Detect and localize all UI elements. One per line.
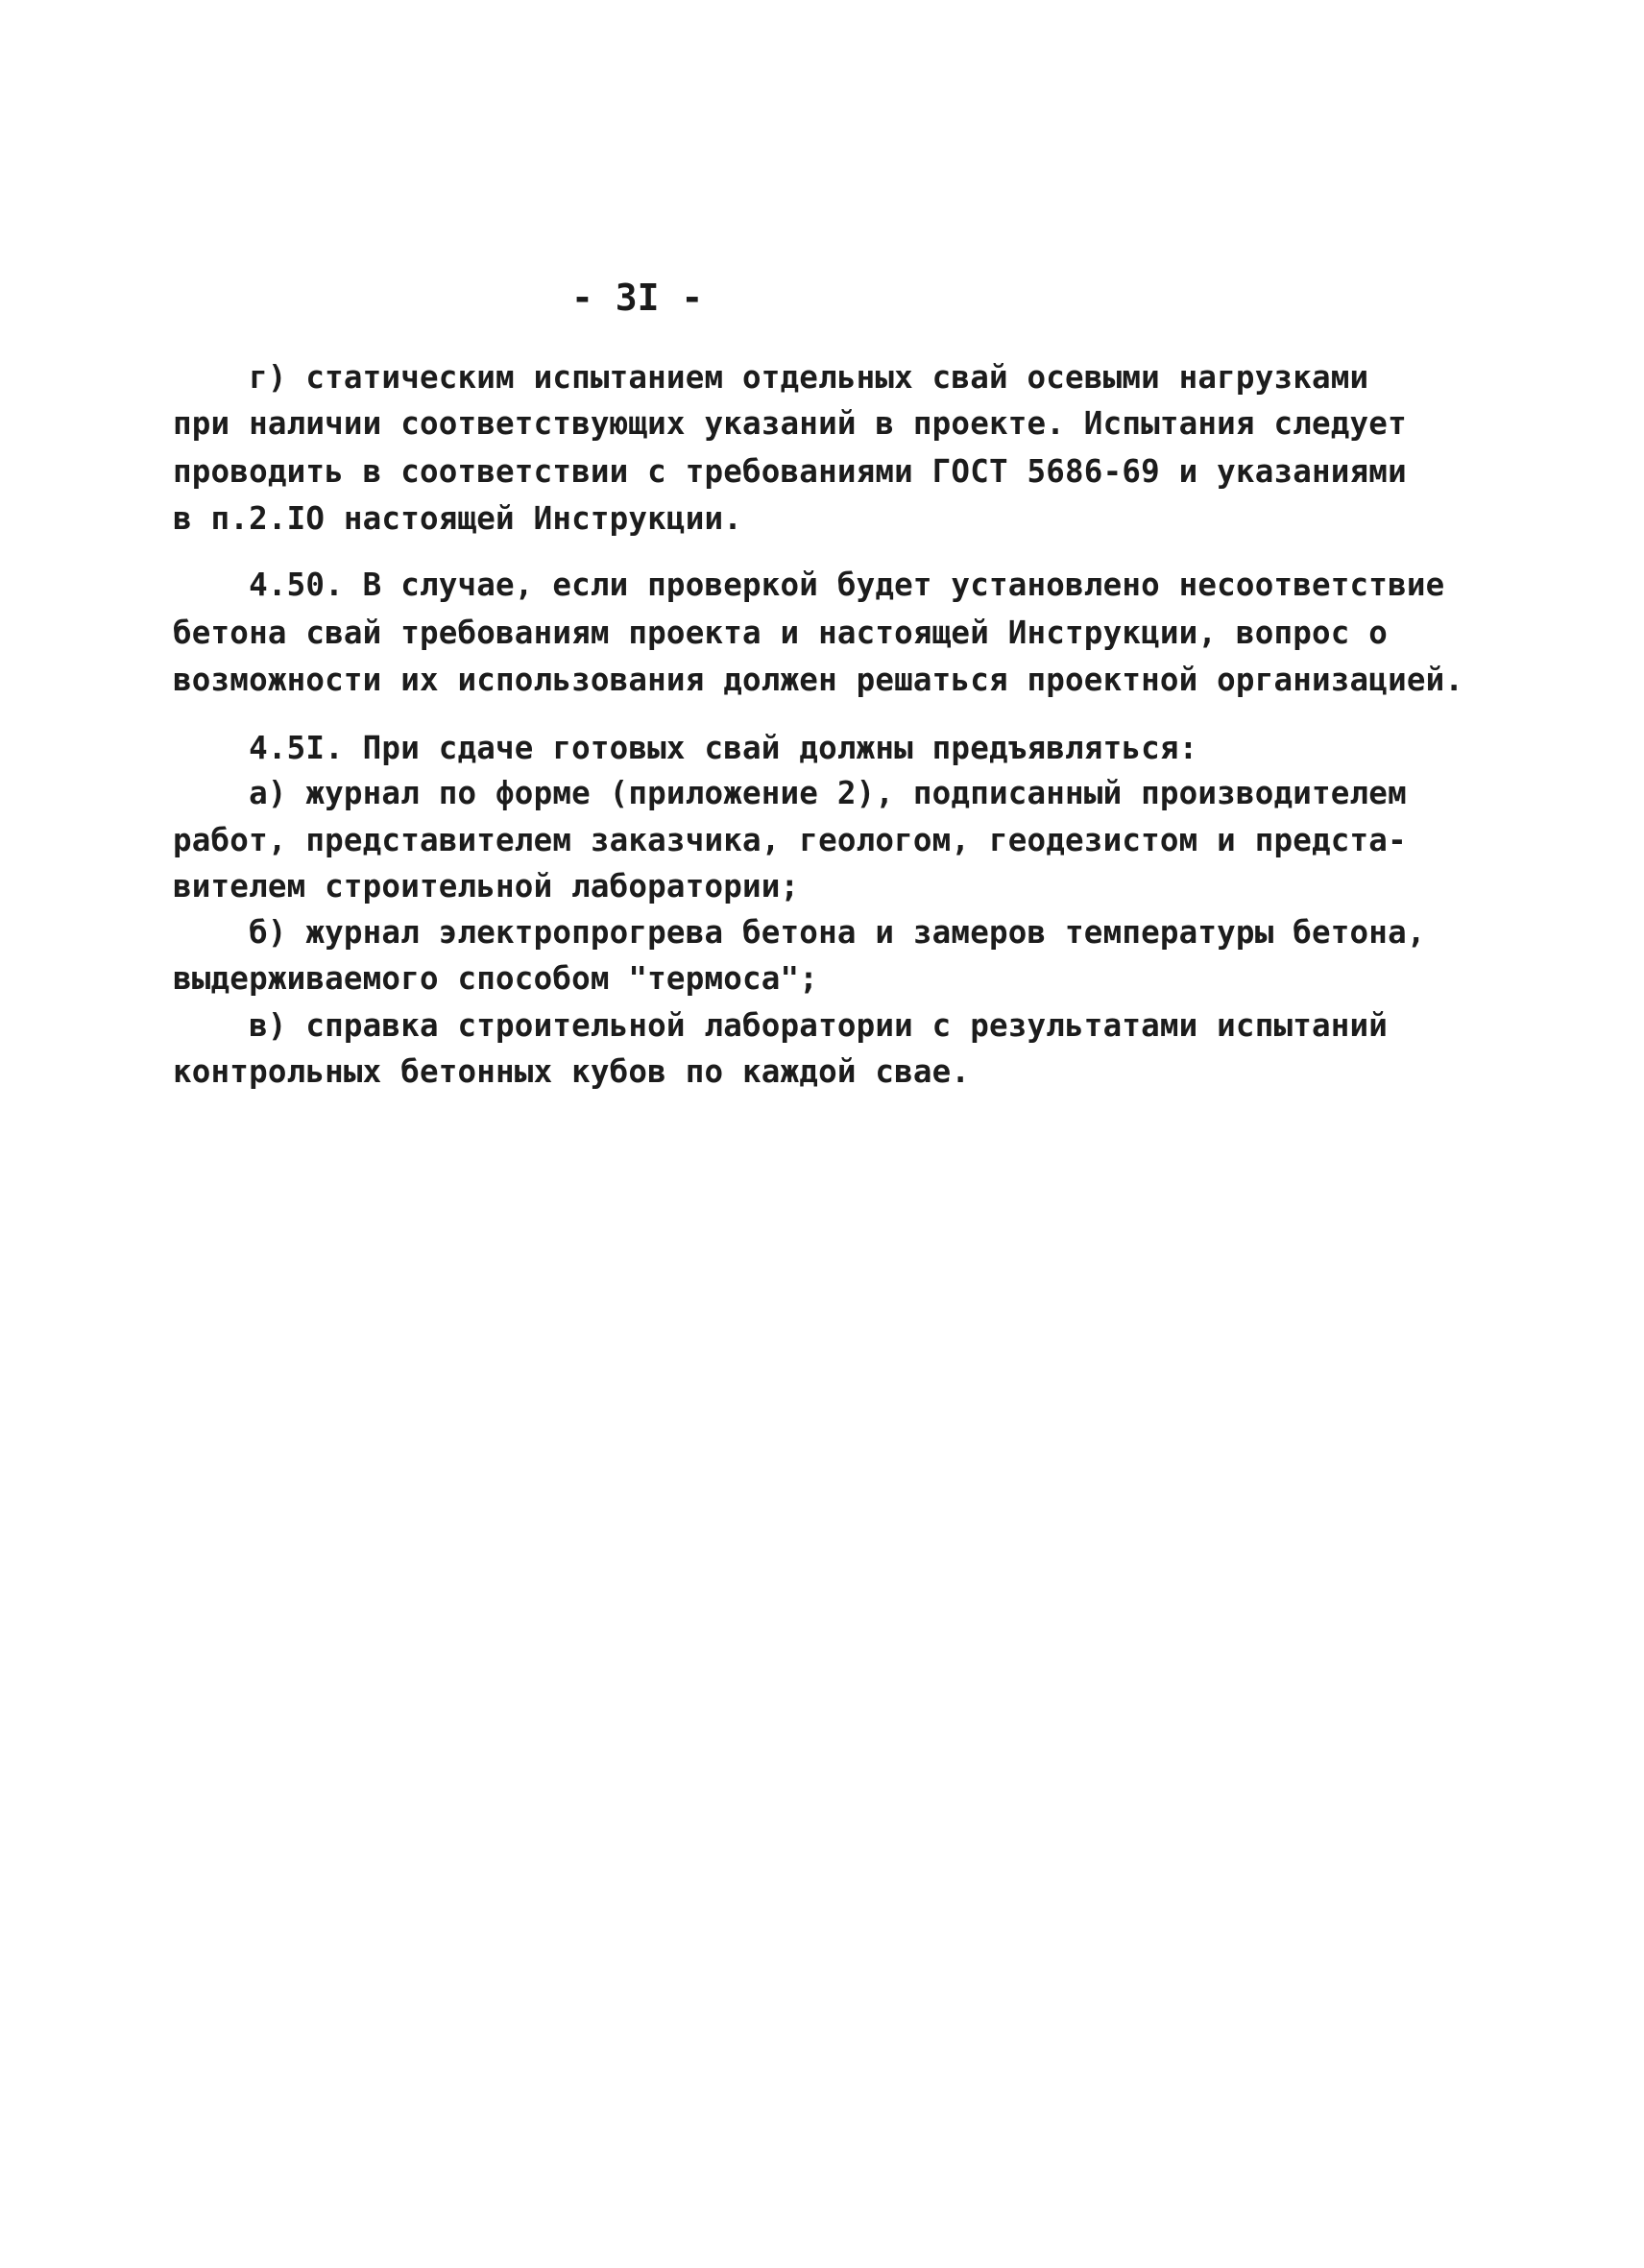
paragraph-line: работ, представителем заказчика, геологом, геодезистом и предста- [173,822,1407,858]
paragraph-line: возможности их использования должен решаться проектной организацией. [173,662,1464,698]
paragraph-line: выдерживаемого способом "термоса"; [173,960,819,997]
page-number: - 3I - [571,277,704,319]
paragraph-line: при наличии соответствующих указаний в проекте. Испытания следует [173,405,1407,442]
paragraph-line: вителем строительной лаборатории; [173,868,800,905]
paragraph-line: проводить в соответствии с требованиями ГОСТ 5686-69 и указаниями [173,453,1407,490]
paragraph-line: а) журнал по форме (приложение 2), подписанный производителем [173,775,1407,811]
paragraph-line: 4.5I. При сдаче готовых свай должны предъявляться: [173,730,1198,766]
paragraph-line: г) статическим испытанием отдельных свай осевыми нагрузками [173,359,1369,396]
paragraph-line: 4.50. В случае, если проверкой будет установлено несоответствие [173,567,1445,603]
paragraph-line: бетона свай требованиям проекта и настоящей Инструкции, вопрос о [173,615,1389,651]
paragraph-line: б) журнал электропрогрева бетона и замеров температуры бетона, [173,914,1426,951]
paragraph-line: в) справка строительной лаборатории с результатами испытаний [173,1007,1389,1044]
paragraph-line: контрольных бетонных кубов по каждой свае. [173,1053,971,1090]
paragraph-line: в п.2.IO настоящей Инструкции. [173,500,742,537]
